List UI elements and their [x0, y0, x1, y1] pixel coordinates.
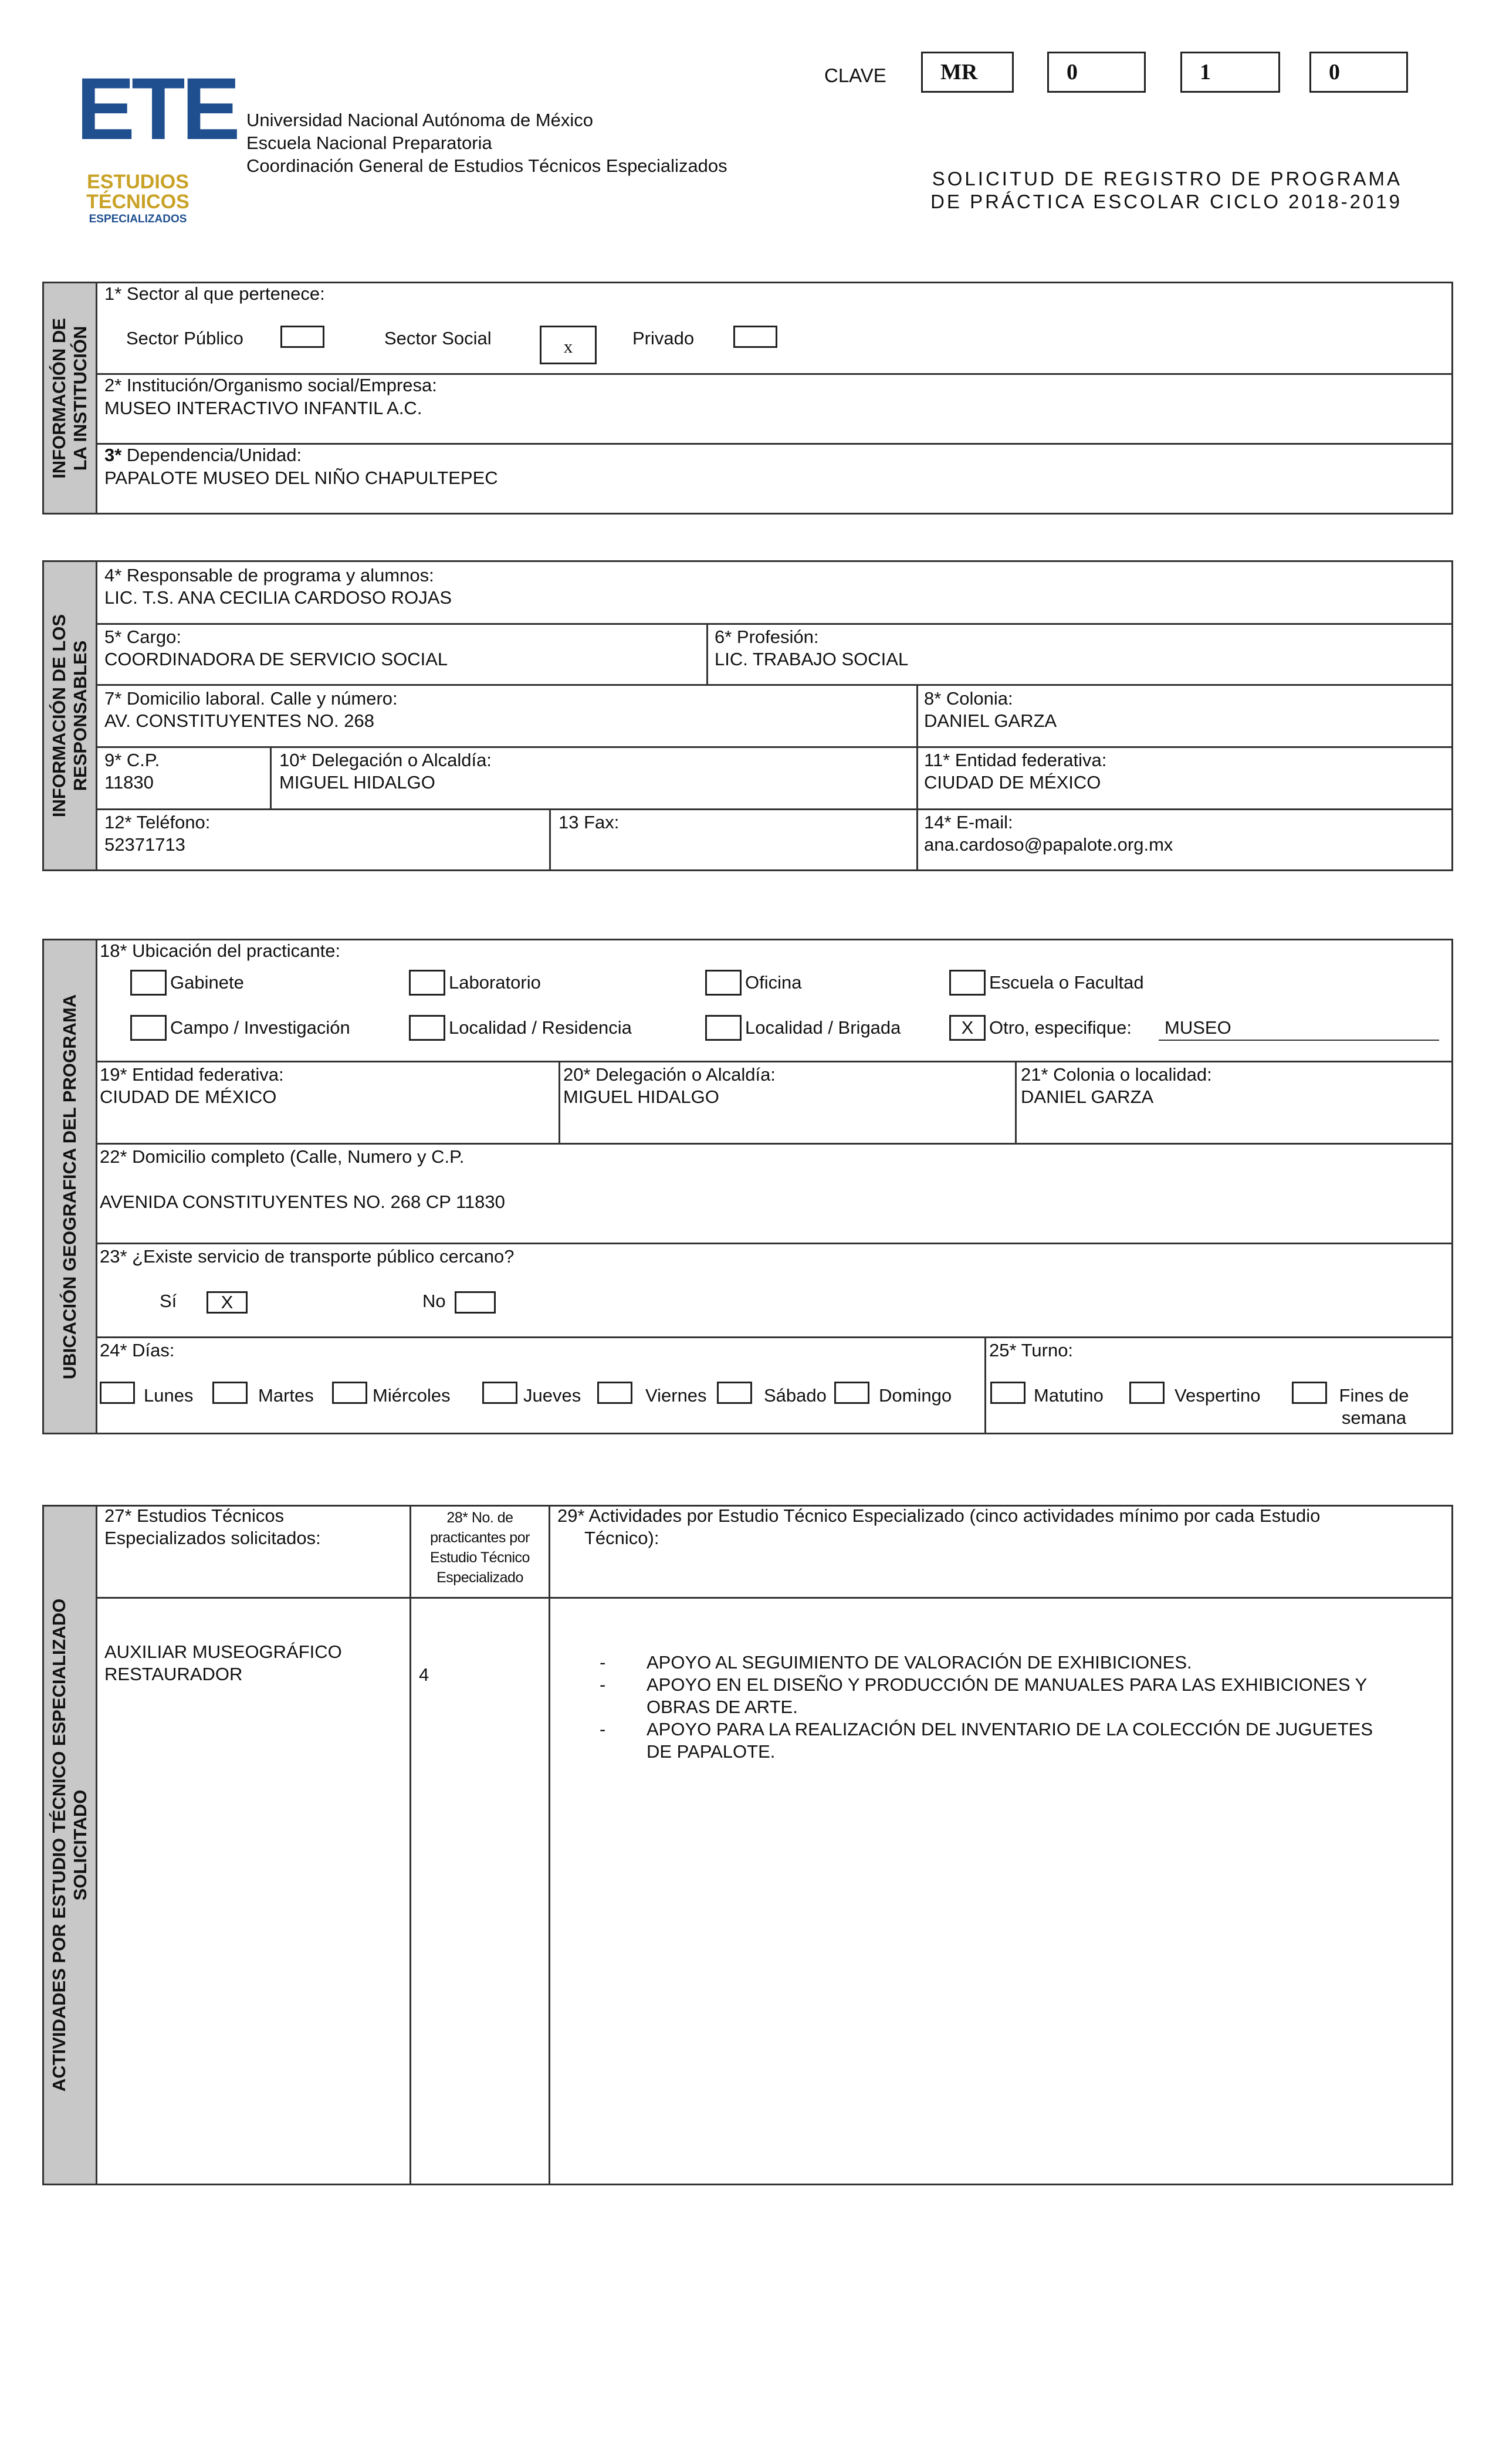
logo-line-1: ESTUDIOS — [87, 171, 189, 193]
delegacion-label: 10* Delegación o Alcaldía: — [279, 750, 492, 770]
sector-privado-checkbox[interactable] — [733, 326, 777, 348]
logo-mark: ETE — [76, 59, 237, 158]
email-label: 14* E-mail: — [924, 812, 1013, 832]
clave-box-3[interactable]: 1 — [1180, 52, 1280, 93]
jueves-checkbox[interactable] — [482, 1382, 517, 1404]
divider — [97, 623, 1453, 625]
ubicacion-label: 18* Ubicación del practicante: — [100, 940, 341, 961]
sidebar-line-1: INFORMACIÓN DE LOS — [49, 614, 69, 818]
matutino-checkbox[interactable] — [990, 1382, 1025, 1404]
colonia-value[interactable]: DANIEL GARZA — [924, 710, 1057, 731]
si-checkbox[interactable]: X — [207, 1291, 248, 1314]
delegacion-label: 20* Delegación o Alcaldía: — [563, 1064, 776, 1085]
sidebar-line-2: LA INSTITUCIÓN — [70, 326, 90, 471]
otro-label: Otro, especifique: — [989, 1017, 1132, 1038]
lunes-checkbox[interactable] — [100, 1382, 135, 1404]
no-checkbox[interactable] — [455, 1291, 496, 1314]
divider — [984, 1336, 986, 1434]
si-label: Sí — [160, 1291, 177, 1311]
cp-value[interactable]: 11830 — [104, 772, 154, 793]
activity-line: APOYO EN EL DISEÑO Y PRODUCCIÓN DE MANUALES PARA LAS EXHIBICIONES Y — [647, 1674, 1368, 1695]
sidebar-line-2: SOLICITADO — [70, 1789, 90, 1901]
estudios-value[interactable] — [104, 1641, 342, 1685]
header-estudios-line-1: 27* Estudios Técnicos — [104, 1505, 285, 1526]
oficina-label: Oficina — [745, 972, 802, 993]
otro-underline — [1159, 1040, 1439, 1041]
section-ubicacion-sidebar — [42, 939, 97, 1434]
header-practicantes — [411, 1508, 549, 1588]
practicantes-value[interactable]: 4 — [419, 1664, 429, 1685]
institution-value[interactable]: MUSEO INTERACTIVO INFANTIL A.C. — [104, 398, 422, 418]
domicilio-value[interactable]: AV. CONSTITUYENTES NO. 268 — [104, 710, 374, 731]
escuela-label: Escuela o Facultad — [989, 972, 1144, 993]
sector-privado-label: Privado — [632, 328, 695, 348]
escuela-checkbox[interactable] — [949, 970, 986, 996]
bullet: - — [600, 1652, 606, 1673]
telefono-value[interactable]: 52371713 — [104, 834, 185, 855]
colonia-label: 21* Colonia o localidad: — [1021, 1064, 1212, 1085]
form-title — [880, 167, 1402, 213]
divider — [706, 623, 708, 685]
divider — [916, 684, 918, 871]
fines-checkbox[interactable] — [1292, 1382, 1327, 1404]
section-actividades-sidebar — [42, 1505, 97, 2185]
institution-line-1: Universidad Nacional Autónoma de México — [246, 110, 594, 130]
domicilio-label: 7* Domicilio laboral. Calle y número: — [104, 688, 398, 709]
institution-label: 2* Institución/Organismo social/Empresa: — [104, 375, 437, 395]
viernes-label: Viernes — [645, 1385, 707, 1406]
otro-checkbox[interactable]: X — [949, 1015, 986, 1041]
dias-label: 24* Días: — [100, 1340, 175, 1360]
divider — [97, 684, 1453, 686]
responsable-label: 4* Responsable de programa y alumnos: — [104, 565, 434, 585]
vespertino-label: Vespertino — [1175, 1385, 1261, 1406]
profesion-value[interactable]: LIC. TRABAJO SOCIAL — [715, 649, 909, 669]
turno-label: 25* Turno: — [989, 1340, 1074, 1360]
activity-item — [600, 1651, 1373, 1674]
dependencia-label — [104, 444, 302, 466]
colonia-value[interactable]: DANIEL GARZA — [1021, 1087, 1154, 1107]
campo-label: Campo / Investigación — [170, 1017, 350, 1038]
domingo-checkbox[interactable] — [834, 1382, 869, 1404]
fines-label — [1327, 1385, 1421, 1429]
gabinete-label: Gabinete — [170, 972, 244, 993]
responsable-value[interactable]: LIC. T.S. ANA CECILIA CARDOSO ROJAS — [104, 587, 452, 608]
localidad-brigada-checkbox[interactable] — [705, 1015, 742, 1041]
localidad-residencia-checkbox[interactable] — [409, 1015, 445, 1041]
jueves-label: Jueves — [523, 1385, 581, 1406]
header-estudios-line-2: Especializados solicitados: — [104, 1528, 321, 1548]
header-estudios — [104, 1505, 321, 1549]
dependencia-number: 3* — [104, 445, 122, 465]
sidebar-line-1: ACTIVIDADES POR ESTUDIO TÉCNICO ESPECIALIZADO — [49, 1598, 69, 2092]
domicilio-value[interactable]: AVENIDA CONSTITUYENTES NO. 268 CP 11830 — [100, 1192, 505, 1212]
header-practicantes-line-3: Estudio Técnico — [430, 1549, 530, 1566]
sidebar-line-2: RESPONSABLES — [70, 640, 90, 791]
activities-list[interactable] — [600, 1651, 1373, 1763]
sector-label: 1* Sector al que pertenece: — [104, 283, 325, 304]
entidad-label: 11* Entidad federativa: — [924, 750, 1107, 770]
matutino-label: Matutino — [1034, 1385, 1104, 1406]
activity-line: APOYO AL SEGUIMIENTO DE VALORACIÓN DE EXHIBICIONES. — [647, 1652, 1192, 1673]
divider — [97, 1143, 1453, 1145]
transporte-label: 23* ¿Existe servicio de transporte público cercano? — [100, 1246, 515, 1267]
domingo-label: Domingo — [879, 1385, 952, 1406]
bullet: - — [600, 1719, 606, 1739]
sabado-label: Sábado — [764, 1385, 827, 1406]
clave-box-1[interactable]: MR — [921, 52, 1014, 93]
divider — [97, 746, 1453, 748]
logo — [76, 50, 237, 232]
section-actividades — [42, 1505, 1453, 2185]
section-responsables-title — [49, 614, 91, 817]
divider — [1015, 1061, 1017, 1144]
gabinete-checkbox[interactable] — [130, 970, 167, 996]
colonia-label: 8* Colonia: — [924, 688, 1013, 709]
sidebar-line-1: INFORMACIÓN DE — [49, 317, 69, 479]
divider — [97, 1243, 1453, 1244]
fines-label-line-2: semana — [1341, 1407, 1407, 1428]
campo-checkbox[interactable] — [130, 1015, 167, 1041]
section-actividades-title — [49, 1599, 91, 2092]
section-ubicacion — [42, 939, 1453, 1434]
cp-label: 9* C.P. — [104, 750, 160, 770]
martes-checkbox[interactable] — [212, 1382, 248, 1404]
lunes-label: Lunes — [144, 1385, 194, 1406]
activity-line: APOYO PARA LA REALIZACIÓN DEL INVENTARIO DE LA COLECCIÓN DE JUGUETES — [647, 1719, 1373, 1739]
miercoles-label: Miércoles — [373, 1385, 451, 1406]
entidad-value[interactable]: CIUDAD DE MÉXICO — [100, 1087, 277, 1107]
header-actividades — [557, 1505, 1320, 1549]
oficina-checkbox[interactable] — [705, 970, 742, 996]
bullet: - — [600, 1674, 606, 1695]
divider — [549, 808, 551, 871]
telefono-label: 12* Teléfono: — [104, 812, 211, 832]
estudio-item: AUXILIAR MUSEOGRÁFICO — [104, 1641, 342, 1662]
activity-item — [600, 1674, 1373, 1718]
fines-label-line-1: Fines de — [1339, 1385, 1409, 1406]
header-practicantes-line-1: 28* No. de — [446, 1509, 513, 1526]
divider — [559, 1061, 560, 1144]
sector-publico-checkbox[interactable] — [280, 326, 324, 348]
dependencia-label-text: Dependencia/Unidad: — [121, 445, 302, 465]
clave-box-2[interactable]: 0 — [1047, 52, 1146, 93]
divider — [409, 1505, 411, 2185]
activity-line: OBRAS DE ARTE. — [647, 1697, 798, 1717]
email-value[interactable]: ana.cardoso@papalote.org.mx — [924, 834, 1173, 855]
header-actividades-line-2: Técnico): — [584, 1528, 659, 1548]
sabado-checkbox[interactable] — [717, 1382, 752, 1404]
viernes-checkbox[interactable] — [597, 1382, 632, 1404]
activity-line: DE PAPALOTE. — [647, 1741, 776, 1762]
localidad-residencia-label: Localidad / Residencia — [449, 1017, 632, 1038]
vespertino-checkbox[interactable] — [1129, 1382, 1165, 1404]
laboratorio-label: Laboratorio — [449, 972, 541, 993]
delegacion-value[interactable]: MIGUEL HIDALGO — [279, 772, 435, 793]
no-label: No — [422, 1291, 446, 1311]
cargo-value[interactable]: COORDINADORA DE SERVICIO SOCIAL — [104, 649, 448, 669]
section-ubicacion-title: UBICACIÓN GEOGRAFICA DEL PROGRAMA — [59, 994, 80, 1379]
clave-box-4[interactable]: 0 — [1309, 52, 1408, 93]
dependencia-value[interactable]: PAPALOTE MUSEO DEL NIÑO CHAPULTEPEC — [104, 468, 498, 488]
section-responsables-sidebar — [42, 560, 97, 871]
localidad-brigada-label: Localidad / Brigada — [745, 1017, 901, 1038]
sector-social-checkbox[interactable]: x — [540, 326, 597, 364]
divider — [97, 1061, 1453, 1062]
entidad-label: 19* Entidad federativa: — [100, 1064, 284, 1085]
domicilio-label: 22* Domicilio completo (Calle, Numero y C.P. — [100, 1146, 465, 1167]
sector-social-label: Sector Social — [384, 328, 492, 348]
header-practicantes-line-4: Especializado — [436, 1569, 523, 1586]
fax-label: 13 Fax: — [559, 812, 620, 832]
header-actividades-line-1: 29* Actividades por Estudio Técnico Especializado (cinco actividades mínimo por cada Estudio — [557, 1505, 1321, 1526]
otro-value[interactable]: MUSEO — [1165, 1017, 1231, 1038]
institution-line-3: Coordinación General de Estudios Técnicos Especializados — [246, 155, 727, 176]
form-title-line-1: SOLICITUD DE REGISTRO DE PROGRAMA — [932, 168, 1402, 189]
section-institution-title — [49, 318, 91, 479]
divider — [270, 746, 272, 810]
header-practicantes-line-2: practicantes por — [430, 1529, 530, 1546]
clave-label: CLAVE — [824, 65, 886, 86]
entidad-value[interactable]: CIUDAD DE MÉXICO — [924, 772, 1101, 793]
sector-publico-label: Sector Público — [126, 328, 243, 348]
estudio-item: RESTAURADOR — [104, 1664, 243, 1684]
institution-line-2: Escuela Nacional Preparatoria — [246, 133, 492, 153]
form-title-line-2: DE PRÁCTICA ESCOLAR CICLO 2018-2019 — [930, 191, 1402, 212]
activity-item — [600, 1718, 1373, 1763]
section-institution-sidebar — [42, 282, 97, 515]
logo-line-2: TÉCNICOS — [86, 191, 189, 213]
profesion-label: 6* Profesión: — [715, 627, 819, 647]
miercoles-checkbox[interactable] — [332, 1382, 367, 1404]
logo-line-3: ESPECIALIZADOS — [89, 213, 187, 225]
divider — [97, 1336, 1453, 1338]
martes-label: Martes — [258, 1385, 314, 1406]
divider — [97, 1597, 1453, 1599]
laboratorio-checkbox[interactable] — [409, 970, 445, 996]
divider — [97, 808, 1453, 810]
delegacion-value[interactable]: MIGUEL HIDALGO — [563, 1087, 719, 1107]
cargo-label: 5* Cargo: — [104, 627, 181, 647]
divider — [549, 1505, 550, 2185]
